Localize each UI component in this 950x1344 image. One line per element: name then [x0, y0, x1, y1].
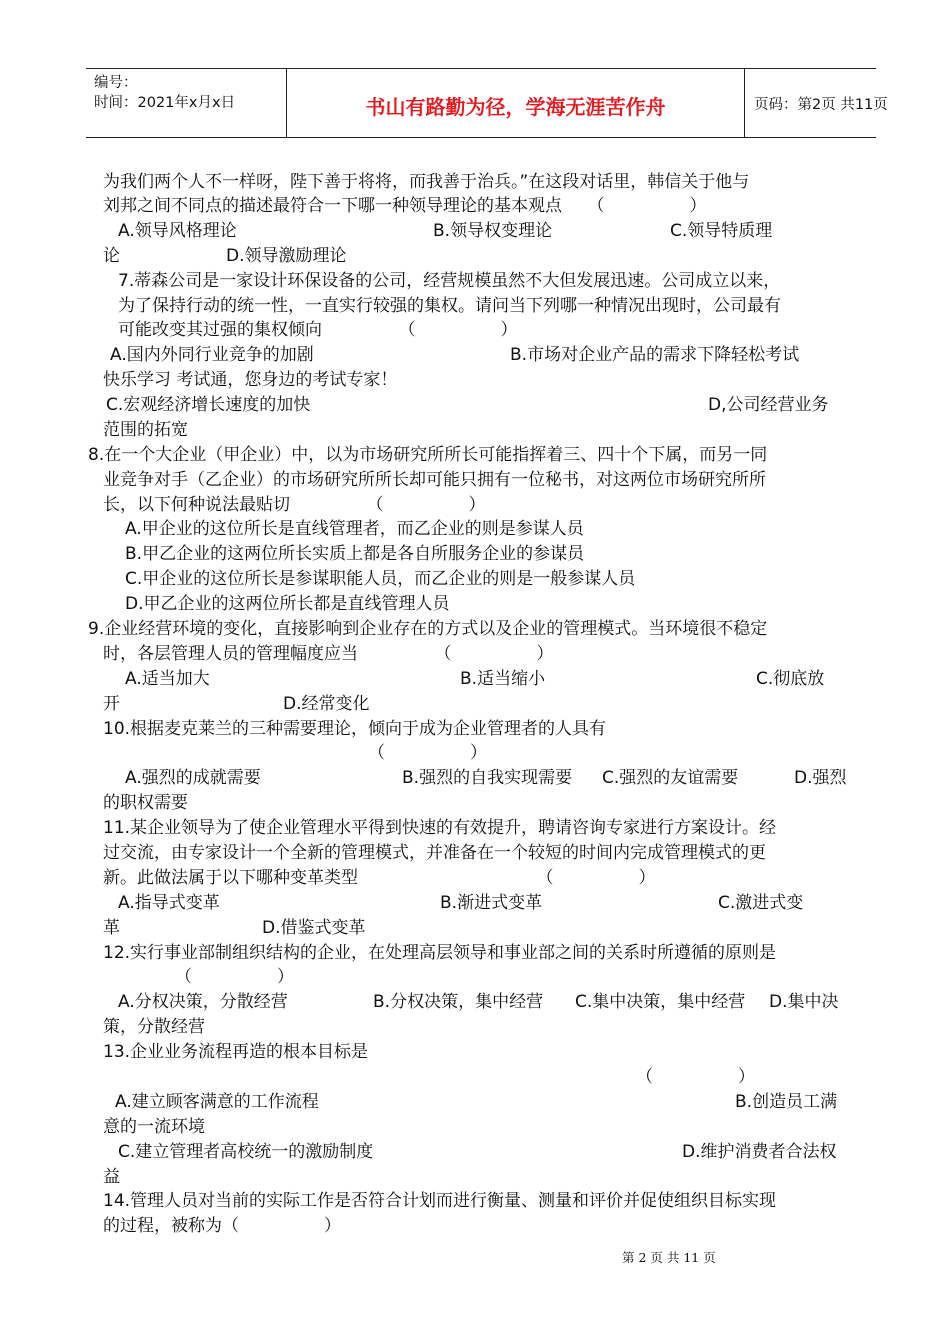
option-d: D.经常变化 — [283, 694, 370, 714]
option-c: C.领导特质理 — [670, 221, 773, 241]
option-c: C.强烈的友谊需要 — [602, 768, 739, 788]
option-a: A.国内外同行业竞争的加剧 — [110, 345, 314, 365]
text-line: 范围的拓宽 — [103, 420, 188, 440]
text-line: 意的一流环境 — [103, 1117, 205, 1137]
option-d: D.领导激励理论 — [226, 246, 347, 266]
question-11: 11.某企业领导为了使企业管理水平得到快速的有效提升，聘请咨询专家进行方案设计。经 — [103, 818, 777, 838]
header-page-cell — [744, 69, 888, 137]
option-a: A.建立顾客满意的工作流程 — [115, 1092, 319, 1112]
option-a: A.分权决策，分散经营 — [118, 992, 288, 1012]
option-a: A.领导风格理论 — [118, 221, 237, 241]
text-line: 业竞争对手（乙企业）的市场研究所所长却可能只拥有一位秘书，对这两位市场研究所所 — [103, 470, 766, 490]
text-line: 益 — [103, 1167, 120, 1187]
text-line: 长，以下何种说法最贴切 （ ） — [103, 495, 486, 515]
option-b: B.分权决策，集中经营 — [373, 992, 544, 1012]
option-a: A.指导式变革 — [118, 893, 220, 913]
text-line: 新。此做法属于以下哪种变革类型 （ ） — [103, 868, 656, 888]
option-d: D,公司经营业务 — [708, 395, 829, 415]
option-a: A.甲企业的这位所长是直线管理者，而乙企业的则是参谋人员 — [125, 519, 584, 539]
option-b: B.渐进式变革 — [440, 893, 543, 913]
text-line: 为了保持行动的统一性，一直实行较强的集权。请问当下列哪一种情况出现时，公司最有 — [118, 296, 781, 316]
option-d: D.借鉴式变革 — [262, 918, 366, 938]
option-d: D.集中决 — [769, 992, 839, 1012]
answer-blank: （ ） — [175, 967, 294, 987]
option-b: B.甲乙企业的这两位所长实质上都是各自所服务企业的参谋员 — [125, 544, 585, 564]
text-line: 为我们两个人不一样呀，陛下善于将将，而我善于治兵。”在这段对话里，韩信关于他与 — [103, 172, 750, 192]
option-d: D.强烈 — [794, 768, 847, 788]
option-b: B.创造员工满 — [735, 1092, 838, 1112]
question-7: 7.蒂森公司是一家设计环保设备的公司，经营规模虽然不大但发展迅速。公司成立以来， — [118, 271, 781, 291]
text-line: 开 — [103, 694, 120, 714]
question-10: 10.根据麦克莱兰的三种需要理论，倾向于成为企业管理者的人具有 — [103, 719, 607, 739]
text-line: 的职权需要 — [103, 793, 188, 813]
document-time-label: 时间：2021年x月x日 — [94, 95, 236, 111]
option-c: C.集中决策，集中经营 — [575, 992, 746, 1012]
question-8: 8.在一个大企业（甲企业）中，以为市场研究所所长可能指挥着三、四十个下属，而另一同 — [88, 445, 768, 465]
option-c: C.宏观经济增长速度的加快 — [106, 395, 311, 415]
text-line: 论 — [103, 246, 120, 266]
text-line: 过交流，由专家设计一个全新的管理模式，并准备在一个较短的时间内完成管理模式的更 — [103, 843, 766, 863]
option-b: B.市场对企业产品的需求下降轻松考试 — [510, 345, 800, 365]
text-line: 时，各层管理人员的管理幅度应当 （ ） — [103, 644, 554, 664]
option-a: A.适当加大 — [125, 669, 210, 689]
option-b: B.强烈的自我实现需要 — [402, 768, 573, 788]
option-c: C.彻底放 — [756, 669, 825, 689]
header-motto: 书山有路勤为径，学海无涯苦作舟 — [365, 95, 666, 119]
option-c: C.建立管理者高校统一的激励制度 — [118, 1142, 374, 1162]
promo-text: 快乐学习 考试通，您身边的考试专家！ — [103, 370, 398, 390]
question-14: 14.管理人员对当前的实际工作是否符合计划而进行衡量、测量和评价并促使组织目标实现 — [103, 1191, 777, 1211]
header-motto-cell — [286, 69, 745, 137]
text-line: 刘邦之间不同点的描述最符合一下哪一种领导理论的基本观点 （ ） — [103, 196, 707, 216]
header-page-info: 页码：第2页 共11页 — [754, 97, 888, 113]
question-9: 9.企业经营环境的变化，直接影响到企业存在的方式以及企业的管理模式。当环境很不稳定 — [88, 619, 768, 639]
header-meta-cell — [86, 69, 286, 137]
page-header — [86, 68, 888, 138]
answer-blank: （ ） — [636, 1067, 755, 1087]
option-c: C.激进式变 — [718, 893, 804, 913]
option-a: A.强烈的成就需要 — [125, 768, 261, 788]
option-b: B.适当缩小 — [460, 669, 546, 689]
text-line: 革 — [103, 918, 120, 938]
text-line: 策，分散经营 — [103, 1017, 205, 1037]
text-line: 可能改变其过强的集权倾向 （ ） — [118, 320, 518, 340]
question-13: 13.企业业务流程再造的根本目标是 — [103, 1042, 369, 1062]
question-12: 12.实行事业部制组织结构的企业，在处理高层领导和事业部之间的关系时所遵循的原则是 — [103, 943, 777, 963]
option-d: D.维护消费者合法权 — [682, 1142, 837, 1162]
document-number-label: 编号： — [94, 75, 138, 91]
option-c: C.甲企业的这位所长是参谋职能人员，而乙企业的则是一般参谋人员 — [125, 569, 636, 589]
option-b: B.领导权变理论 — [433, 221, 553, 241]
option-d: D.甲乙企业的这两位所长都是直线管理人员 — [125, 594, 450, 614]
text-line: 的过程，被称为（ ） — [103, 1216, 341, 1236]
page-footer: 第 2 页 共 11 页 — [622, 1250, 716, 1265]
answer-blank: （ ） — [368, 743, 487, 763]
